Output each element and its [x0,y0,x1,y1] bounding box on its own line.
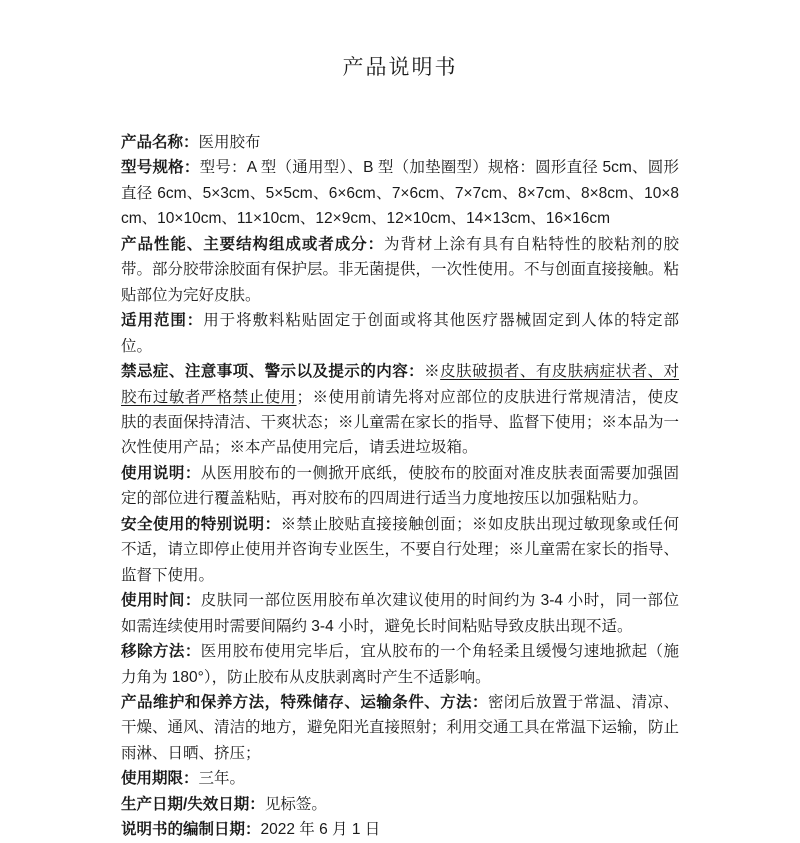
text-segment: 医用胶布 [198,134,261,151]
document-body [121,130,679,843]
para-product-name [121,130,679,155]
section-label: 使用说明： [121,464,201,482]
section-label: 禁忌症、注意事项、警示以及提示的内容： [121,363,425,381]
text-segment: 密闭后放置于常温、清凉、干燥、通风、清洁的地方，避免阳光直接照射；利用交通工具在常温下运输，防止雨淋、日晒、挤压； [121,693,680,762]
section-label: 安全使用的特别说明： [121,515,281,533]
text-segment: 医用胶布使用完毕后，宜从胶布的一个角轻柔且缓慢匀速地掀起（施力角为 180°），防止胶布从皮肤剥离时产生不适影响。 [121,643,679,686]
text-segment: ※禁止胶贴直接接触创面；※如皮肤出现过敏现象或任何不适，请立即停止使用并咨询专业医生，不要自行处理；※儿童需在家长的指导、监督下使用。 [121,515,680,584]
para-maintenance-storage-transport [121,690,679,766]
section-label: 使用期限： [121,770,199,788]
para-usage-time [121,588,679,639]
para-scope-of-use [121,308,679,359]
page-title: 产品说明书 [342,56,458,79]
para-contraindications-warnings [121,359,679,461]
section-label: 说明书的编制日期： [121,821,261,839]
section-label: 使用时间： [121,592,201,610]
section-label: 产品维护和保养方法，特殊储存、运输条件、方法： [121,693,488,711]
para-model-spec [121,155,679,231]
para-production-expiry-dates [121,792,679,817]
text-segment: 型号：A 型（通用型）、B 型（加垫圈型）规格：圆形直径 5cm、圆形直径 6cm、5×3cm、5×5cm、6×6cm、7×6cm、7×7cm、8×7cm、8×8cm、10×8cm、10×10cm、11×10cm、12×9cm、12×10cm、14×13cm、16×16cm [121,159,679,228]
text-segment: 用于将敷料粘贴固定于创面或将其他医疗器械固定到人体的特定部位。 [121,312,679,355]
text-segment: 为背材上涂有具有自粘特性的胶粘剂的胶带。部分胶带涂胶面有保护层。非无菌提供，一次性使用。不与创面直接接触。粘贴部位为完好皮肤。 [121,235,680,304]
para-performance-composition [121,232,679,308]
text-segment: 2022 年 6 月 1 日 [260,821,381,839]
section-label: 产品性能、主要结构组成或者成分： [121,235,385,253]
para-compilation-date [121,817,679,842]
text-segment: 皮肤同一部位医用胶布单次建议使用的时间约为 3-4 小时，同一部位如需连续使用时需要间隔约 3-4 小时，避免长时间粘贴导致皮肤出现不适。 [121,592,679,635]
section-label: 生产日期/失效日期： [121,795,265,813]
para-safety-special-notes [121,512,679,588]
para-removal-method [121,639,679,690]
underlined-warning-text: 皮肤破损者、有皮肤病症状者、对胶布过敏者严格禁止使用 [121,363,679,406]
para-usage-instructions [121,461,679,512]
text-segment: 从医用胶布的一侧掀开底纸，使胶布的胶面对准皮肤表面需要加强固定的部位进行覆盖粘贴，再对胶布的四周进行适当力度地按压以加强粘贴力。 [121,464,679,508]
text-segment: 见标签。 [264,795,327,813]
section-label: 移除方法： [121,643,201,661]
section-label: 产品名称： [121,134,199,151]
section-label: 适用范围： [121,312,204,330]
section-label: 型号规格： [121,159,200,177]
text-segment: 三年。 [198,770,246,788]
text-segment: ；※使用前请先将对应部位的皮肤进行常规清洁，使皮肤的表面保持清洁、干爽状态；※儿童需在家长的指导、监督下使用；※本品为一次性使用产品；※本产品使用完后，请丢进垃圾箱。 [121,388,680,457]
para-shelf-life [121,766,679,791]
text-segment: ※ [424,363,441,381]
